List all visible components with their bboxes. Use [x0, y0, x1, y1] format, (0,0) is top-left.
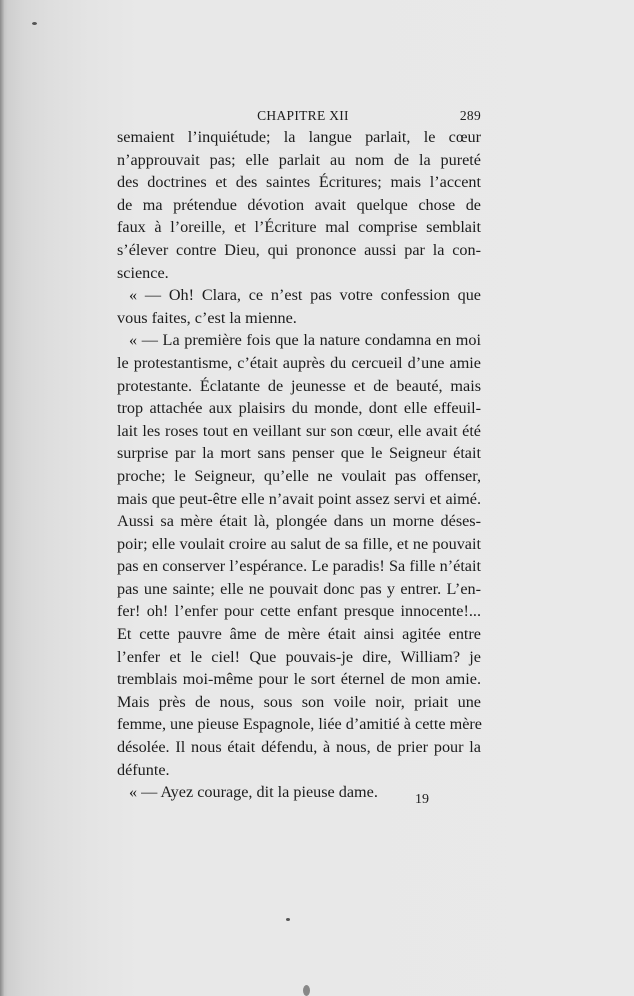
text-line: Aussi sa mère était là, plongée dans un morne déses-	[117, 512, 481, 531]
text-line: l’enfer et le ciel! Que pouvais-je dire, William? je	[117, 647, 481, 666]
text-line: « — La première fois que la nature condamna en moi	[129, 331, 481, 350]
text-line: n’approuvait pas; elle parlait au nom de la pureté	[117, 150, 481, 169]
text-line: pas en conserver l’espérance. Le paradis! Sa fille n’était	[117, 557, 481, 576]
book-page	[117, 104, 482, 807]
paper-speck	[303, 985, 310, 996]
running-title: CHAPITRE XII	[257, 108, 349, 123]
text-line: des doctrines et des saintes Écritures; mais l’accent	[117, 173, 481, 192]
text-line: pas une sainte; elle ne pouvait donc pas y entrer. L’en-	[117, 579, 481, 598]
text-line: vous faites, c’est la mienne.	[117, 308, 297, 327]
text-line: fer! oh! l’enfer pour cette enfant presque innocente!...	[117, 602, 481, 621]
text-line: faux à l’oreille, et l’Écriture mal comprise semblait	[117, 218, 481, 237]
text-line: de ma prétendue dévotion avait quelque chose de	[117, 195, 481, 214]
text-line: poir; elle voulait croire au salut de sa fille, et ne pouvait	[117, 534, 481, 553]
paper-speck	[32, 22, 37, 25]
text-line: tremblais moi-même pour le sort éternel de mon amie.	[117, 670, 481, 689]
running-header	[117, 104, 481, 126]
text-line: mais que peut-être elle n’avait point assez servi et aimé.	[117, 489, 481, 508]
page-gutter-shadow	[0, 0, 4, 996]
text-line: femme, une pieuse Espagnole, liée d’amitié à cette mère	[117, 715, 482, 734]
text-line: science.	[117, 263, 169, 282]
text-line: Et cette pauvre âme de mère était ainsi agitée entre	[117, 625, 481, 644]
signature-mark: 19	[415, 792, 429, 807]
text-line: le protestantisme, c’était auprès du cercueil d’une amie	[117, 353, 481, 372]
text-line: « — Oh! Clara, ce n’est pas votre confession que	[129, 286, 481, 305]
page-number: 289	[459, 108, 481, 123]
text-line: protestante. Éclatante de jeunesse et de beauté, mais	[117, 376, 481, 395]
text-line: défunte.	[117, 760, 170, 779]
text-line: semaient l’inquiétude; la langue parlait, le cœur	[117, 128, 481, 146]
text-line: désolée. Il nous était défendu, à nous, de prier pour la	[117, 738, 481, 757]
text-line: s’élever contre Dieu, qui prononce aussi par la con-	[117, 240, 481, 259]
text-line: trop attachée aux plaisirs du monde, dont elle effeuil-	[117, 399, 481, 418]
text-line: Mais près de nous, sous son voile noir, priait une	[117, 692, 481, 711]
body-text	[117, 126, 481, 804]
paper-speck	[286, 918, 290, 921]
text-line: lait les roses tout en veillant sur son cœur, elle avait été	[117, 421, 481, 440]
text-line: « — Ayez courage, dit la pieuse dame.	[129, 783, 378, 802]
text-line: proche; le Seigneur, qu’elle ne voulait pas offenser,	[117, 466, 481, 485]
text-line: surprise par la mort sans penser que le Seigneur était	[117, 444, 481, 463]
